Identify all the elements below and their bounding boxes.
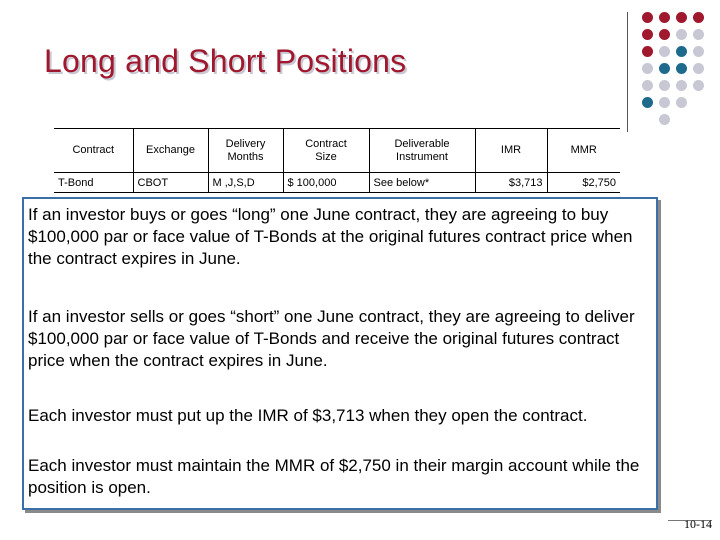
dot (642, 80, 653, 91)
header-label: Contract (72, 144, 115, 156)
cell-contract: T-Bond (54, 173, 133, 193)
header-label: Exchange (146, 144, 195, 156)
cell-delivery-months: M ,J,S,D (208, 173, 283, 193)
dot (676, 80, 687, 91)
header-exchange (133, 129, 208, 173)
header-mmr (547, 129, 620, 173)
dot (642, 97, 653, 108)
dot (676, 46, 687, 57)
dot (693, 80, 704, 91)
header-label: Delivery Months (225, 137, 266, 163)
cell-contract-size: $ 100,000 (283, 173, 369, 193)
dot (642, 46, 653, 57)
dot (642, 29, 653, 40)
header-label: MMR (570, 144, 597, 156)
dot (676, 12, 687, 23)
header-label: Deliverable Instrument (394, 137, 450, 163)
dot (693, 46, 704, 57)
dot (676, 63, 687, 74)
header-contract (54, 129, 133, 173)
decorative-divider (627, 12, 628, 132)
dot (676, 97, 687, 108)
dot (642, 63, 653, 74)
dot (659, 97, 670, 108)
page-number: 10-14 (684, 517, 712, 531)
dot (642, 12, 653, 23)
dot (659, 46, 670, 57)
paragraph-imr: Each investor must put up the IMR of $3,713 when they open the contract. (28, 406, 588, 425)
dot (659, 12, 670, 23)
dot (693, 12, 704, 23)
slide-title: Long and Short Positions (44, 43, 407, 79)
dot (659, 114, 670, 125)
header-imr (475, 129, 547, 173)
header-label: IMR (500, 144, 522, 156)
dot (693, 29, 704, 40)
dot (676, 29, 687, 40)
paragraph-long-position: If an investor buys or goes “long” one June contract, they are agreeing to buy $100,000 par or face value of T-Bonds at the original futures contract price when the contract expires in June. (28, 205, 633, 268)
dot (659, 63, 670, 74)
header-contract-size (283, 129, 369, 173)
paragraph-mmr: Each investor must maintain the MMR of $2,750 in their margin account while the position is open. (28, 456, 640, 497)
header-label: Contract Size (305, 137, 347, 163)
contract-specs-table (54, 128, 620, 193)
dot (659, 29, 670, 40)
dot (693, 63, 704, 74)
cell-imr: $3,713 (475, 173, 547, 193)
paragraph-short-position: If an investor sells or goes “short” one June contract, they are agreeing to deliver $100,000 par or face value of T-Bonds and receive the original futures contract price when the contract expires in June. (28, 307, 635, 370)
table-row (54, 173, 620, 193)
cell-deliverable-instrument: See below* (369, 173, 475, 193)
dot (659, 80, 670, 91)
header-deliverable-instrument (369, 129, 475, 173)
cell-exchange: CBOT (133, 173, 208, 193)
header-delivery-months (208, 129, 283, 173)
cell-mmr: $2,750 (547, 173, 620, 193)
table-header-row (54, 129, 620, 173)
